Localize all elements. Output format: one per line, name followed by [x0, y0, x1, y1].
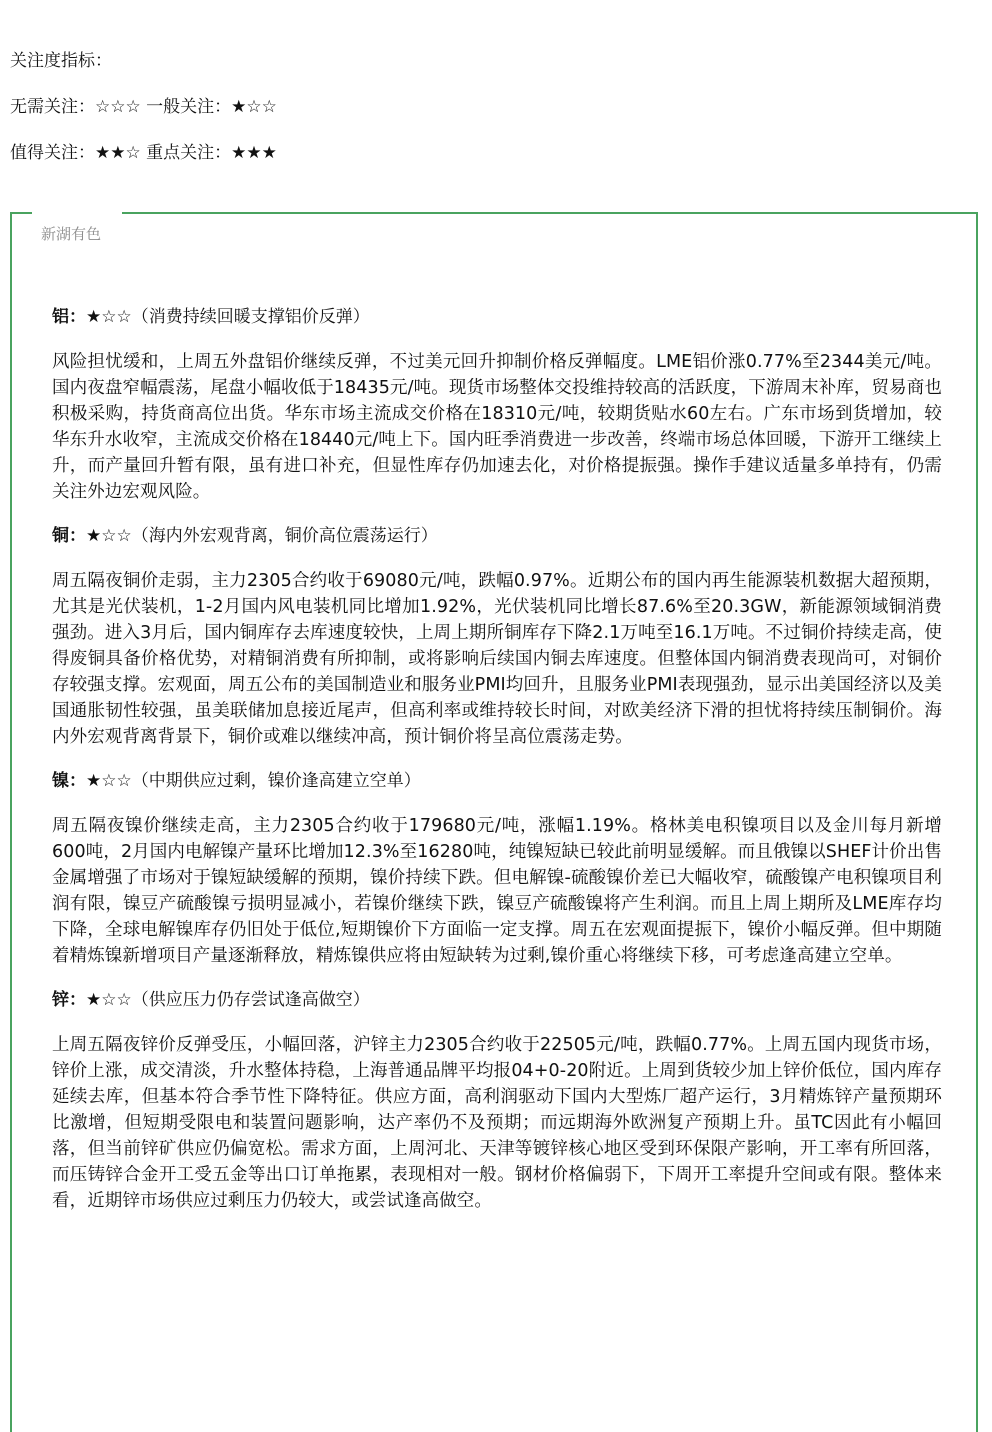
- attention-legend: [10, 48, 970, 186]
- legend-line-1: 无需关注：☆☆☆ 一般关注：★☆☆: [10, 97, 277, 117]
- aluminum-label: 铝：: [52, 307, 86, 327]
- nickel-heading: [52, 769, 942, 793]
- copper-rating: ★☆☆（海内外宏观背离，铜价高位震荡运行）: [86, 526, 438, 546]
- zinc-label: 锌：: [52, 990, 86, 1010]
- legend-line-2: 值得关注：★★☆ 重点关注：★★★: [10, 143, 277, 163]
- nickel-body: 周五隔夜镍价继续走高，主力2305合约收于179680元/吨，涨幅1.19%。格林美电积镍项目以及金川每月新增600吨，2月国内电解镍产量环比增加12.3%至16280吨，纯镍短缺已较此前明显缓解。而且俄镍以SHEF计价出售金属增强了市场对于镍短缺缓解的预期，镍价持续下跌。但电解镍-硫酸镍价差已大幅收窄，硫酸镍产电积镍项目利润有限，镍豆产硫酸镍亏损明显减小，若镍价继续下跌，镍豆产硫酸镍将产生利润。而且上周上期所及LME库存均下降，全球电解镍库存仍旧处于低位,短期镍价下方面临一定支撑。周五在宏观面提振下，镍价小幅反弹。但中期随着精炼镍新增项目产量逐渐释放，精炼镍供应将由短缺转为过剩,镍价重心将继续下移，可考虑逢高建立空单。: [52, 816, 942, 966]
- aluminum-body: 风险担忧缓和，上周五外盘铝价继续反弹，不过美元回升抑制价格反弹幅度。LME铝价涨0.77%至2344美元/吨。国内夜盘窄幅震荡，尾盘小幅收低于18435元/吨。现货市场整体交投维持较高的活跃度，下游周末补库，贸易商也积极采购，持货商高位出货。华东市场主流成交价格在18310元/吨，较期货贴水60左右。广东市场到货增加，较华东升水收窄，主流成交价格在18440元/吨上下。国内旺季消费进一步改善，终端市场总体回暖，下游开工继续上升，而产量回升暂有限，虽有进口补充，但显性库存仍加速去化，对价格提振强。操作手建议适量多单持有，仍需关注外边宏观风险。: [52, 352, 942, 502]
- card-border-right-segment: [122, 212, 976, 214]
- zinc-rating: ★☆☆（供应压力仍存尝试逢高做空）: [86, 990, 370, 1010]
- copper-heading: [52, 524, 942, 548]
- aluminum-heading: [52, 305, 942, 329]
- zinc-body: 上周五隔夜锌价反弹受压，小幅回落，沪锌主力2305合约收于22505元/吨，跌幅0.77%。上周五国内现货市场，锌价上涨，成交清淡，升水整体持稳，上海普通品牌平均报04+0-20附近。上周到货较少加上锌价低位，国内库存延续去库，但基本符合季节性下降特征。供应方面，高利润驱动下国内大型炼厂超产运行，3月精炼锌产量预期环比激增，但短期受限电和装置问题影响，达产率仍不及预期；而远期海外欧洲复产预期上升。虽TC因此有小幅回落，但当前锌矿供应仍偏宽松。需求方面，上周河北、天津等镀锌核心地区受到环保限产影响，开工率有所回落，而压铸锌合金开工受五金等出口订单拖累，表现相对一般。钢材价格偏弱下，下周开工率提升空间或有限。整体来看，近期锌市场供应过剩压力仍较大，或尝试逢高做空。: [52, 1035, 942, 1211]
- report-content: [52, 305, 942, 1233]
- nickel-rating: ★☆☆（中期供应过剩，镍价逢高建立空单）: [86, 771, 421, 791]
- report-card: [10, 212, 978, 1432]
- copper-body: 周五隔夜铜价走弱，主力2305合约收于69080元/吨，跌幅0.97%。近期公布的国内再生能源装机数据大超预期，尤其是光伏装机，1-2月国内风电装机同比增加1.92%，光伏装机同比增长87.6%至20.3GW，新能源领域铜消费强劲。进入3月后，国内铜库存去库速度较快，上周上期所铜库存下降2.1万吨至16.1万吨。不过铜价持续走高，使得废铜具备价格优势，对精铜消费有所抑制，或将影响后续国内铜去库速度。但整体国内铜消费表现尚可，对铜价存较强支撑。宏观面，周五公布的美国制造业和服务业PMI均回升，且服务业PMI表现强劲，显示出美国经济以及美国通胀韧性较强，虽美联储加息接近尾声，但高利率或维持较长时间，对欧美经济下滑的担忧将持续压制铜价。海内外宏观背离背景下，铜价或难以继续冲高，预计铜价将呈高位震荡走势。: [52, 571, 942, 747]
- nickel-label: 镍：: [52, 771, 86, 791]
- card-border-left-segment: [12, 212, 32, 214]
- legend-title: 关注度指标：: [10, 51, 112, 71]
- card-label: 新湖有色: [41, 225, 102, 243]
- aluminum-rating: ★☆☆（消费持续回暖支撑铝价反弹）: [86, 307, 370, 327]
- copper-label: 铜：: [52, 526, 86, 546]
- zinc-heading: [52, 988, 942, 1012]
